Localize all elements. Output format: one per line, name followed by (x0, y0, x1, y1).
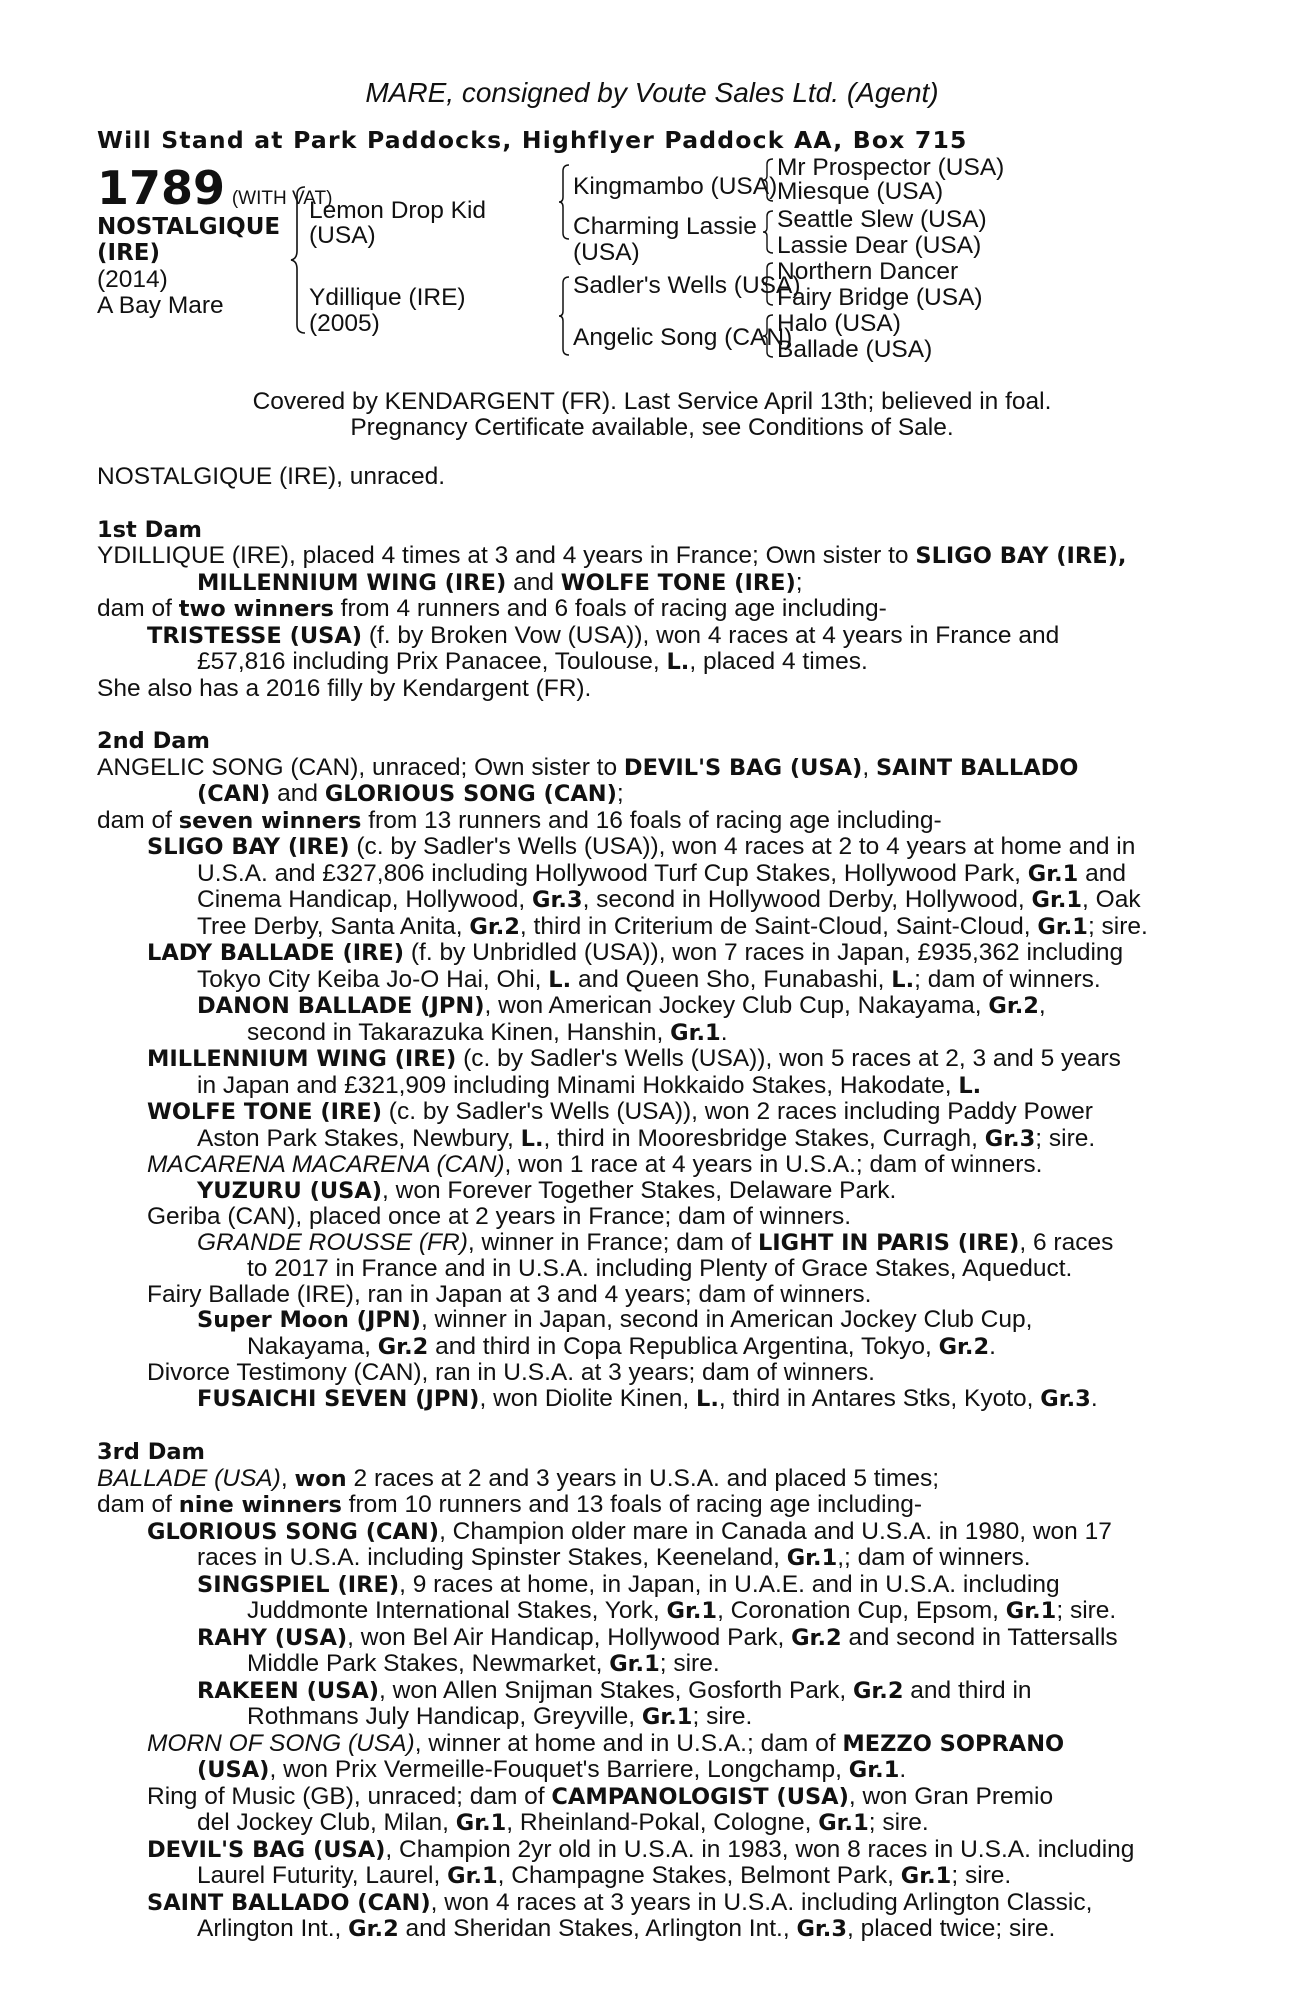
produce-saint-ballado: SAINT BALLADO (CAN), won 4 races at 3 years in U.S.A. including Arlington Classic, Arlington Int., Gr.2 and Sheridan Stakes, Arlington Int., Gr.3, placed twice; sire. (147, 1888, 1093, 1942)
racing-summary: NOSTALGIQUE (IRE), unraced. (97, 463, 446, 490)
lot-number: 1789 (97, 161, 226, 215)
pregnancy-line: Pregnancy Certificate available, see Conditions of Sale. (350, 413, 954, 441)
pedigree-table (97, 154, 1207, 387)
produce-danon-ballade: DANON BALLADE (JPN), won American Jockey Club Cup, Nakayama, Gr.2, second in Takarazuka Kinen, Hanshin, Gr.1. (197, 992, 1046, 1046)
brace-kingmambo (761, 157, 775, 203)
first-dam-also: She also has a 2016 filly by Kendargent (FR). (97, 674, 592, 702)
second-dam-paragraph: ANGELIC SONG (CAN), unraced; Own sister to DEVIL'S BAG (USA), SAINT BALLADO (CAN) and GLORIOUS SONG (CAN); (97, 753, 1079, 807)
covered-note (97, 389, 1207, 440)
produce-fusaichi-seven: FUSAICHI SEVEN (JPN), won Diolite Kinen, L., third in Antares Stks, Kyoto, Gr.3. (197, 1384, 1098, 1412)
covered-line: Covered by KENDARGENT (FR). Last Service April 13th; believed in foal. (252, 388, 1052, 415)
dsd: Fairy Bridge (USA) (777, 284, 983, 311)
produce-singspiel: SINGSPIEL (IRE), 9 races at home, in Japan, in U.A.E. and in U.S.A. including Juddmonte International Stakes, York, Gr.1, Coronation Cup, Epsom, Gr.1; sire. (197, 1570, 1117, 1624)
first-dam-paragraph: YDILLIQUE (IRE), placed 4 times at 3 and 4 years in France; Own sister to SLIGO BAY (IRE), MILLENNIUM WING (IRE) and WOLFE TONE (IRE); (97, 542, 1127, 596)
third-dam-title: 3rd Dam (97, 1439, 205, 1465)
brace-sire-parents (557, 163, 571, 241)
ssd: Miesque (USA) (777, 178, 944, 205)
produce-divorce-testimony: Divorce Testimony (CAN), ran in U.S.A. at 3 years; dam of winners. (147, 1359, 875, 1386)
produce-tristesse: TRISTESSE (USA) (f. by Broken Vow (USA)), won 4 races at 4 years in France and £57,816 including Prix Panacee, Toulouse, L., placed 4 times. (147, 621, 1060, 675)
produce-rakeen: RAKEEN (USA), won Allen Snijman Stakes, Gosforth Park, Gr.2 and third in Rothmans July Handicap, Greyville, Gr.1; sire. (197, 1676, 1032, 1730)
stand-location: Will Stand at Park Paddocks, Highflyer Paddock AA, Box 715 (97, 125, 968, 154)
produce-lady-ballade: LADY BALLADE (IRE) (f. by Unbridled (USA)), won 7 races in Japan, £935,362 including Tokyo City Keiba Jo-O Hai, Ohi, L. and Queen Sho, Funabashi, L.; dam of winners. (147, 939, 1124, 993)
dds: Halo (USA) (777, 310, 901, 337)
produce-macarena: MACARENA MACARENA (CAN), won 1 race at 4 years in U.S.A.; dam of winners. (147, 1151, 1043, 1178)
second-dam-produce-summary: dam of seven winners from 13 runners and 16 foals of racing age including- (97, 806, 942, 834)
catalogue-page (97, 77, 1207, 1943)
first-dam-produce-summary: dam of two winners from 4 runners and 6 foals of racing age including- (97, 595, 887, 622)
consignor-heading: MARE, consigned by Voute Sales Ltd. (Agent) (365, 77, 939, 108)
first-dam-title: 1st Dam (97, 516, 202, 543)
dam-sire: Sadler's Wells (USA) (573, 272, 801, 299)
sire-dam-country: (USA) (573, 239, 640, 266)
sire-dam-name: Charming Lassie (573, 213, 757, 240)
produce-yuzuru: YUZURU (USA), won Forever Together Stakes, Delaware Park. (197, 1176, 897, 1204)
produce-devils-bag: DEVIL'S BAG (USA), Champion 2yr old in U.S.A. in 1983, won 8 races in U.S.A. including Laurel Futurity, Laurel, Gr.1, Champagne Stakes, Belmont Park, Gr.1; sire. (147, 1835, 1135, 1889)
horse-year: (2014) (97, 266, 168, 293)
produce-sligo-bay: SLIGO BAY (IRE) (c. by Sadler's Wells (USA)), won 4 races at 2 to 4 years at home and in U.S.A. and £327,806 including Hollywood Turf Cup Stakes, Hollywood Park, Gr.1 and Cinema Handicap, Hollywood, Gr.3, second in Hollywood Derby, Hollywood, Gr.1, Oak Tree Derby, Santa Anita, Gr.2, third in Criterium de Saint-Cloud, Saint-Cloud, Gr.1; sire. (147, 833, 1148, 940)
brace-dam-parents (557, 275, 571, 357)
produce-geriba: Geriba (CAN), placed once at 2 years in France; dam of winners. (147, 1203, 852, 1230)
produce-ring-of-music: Ring of Music (GB), unraced; dam of CAMPANOLOGIST (USA), won Gran Premio del Jockey Club, Milan, Gr.1, Rheinland-Pokal, Cologne, Gr.1; sire. (147, 1782, 1054, 1836)
sss: Mr Prospector (USA) (777, 154, 1005, 181)
sire-sire: Kingmambo (USA) (573, 173, 778, 200)
produce-grande-rousse: GRANDE ROUSSE (FR), winner in France; dam of LIGHT IN PARIS (IRE), 6 races to 2017 in France and in U.S.A. including Plenty of Grace Stakes, Aqueduct. (197, 1228, 1114, 1282)
dam-name: Ydillique (IRE) (309, 284, 466, 311)
sire-name: Lemon Drop Kid (309, 197, 487, 224)
brace-angelic-song (761, 313, 775, 359)
brace-sadlers-wells (761, 261, 775, 307)
dam-year: (2005) (309, 310, 380, 337)
ddd: Ballade (USA) (777, 336, 933, 363)
second-dam-title: 2nd Dam (97, 728, 210, 754)
horse-name: NOSTALGIQUE (97, 214, 281, 240)
produce-wolfe-tone: WOLFE TONE (IRE) (c. by Sadler's Wells (USA)), won 2 races including Paddy Power Aston Park Stakes, Newbury, L., third in Mooresbridge Stakes, Curragh, Gr.3; sire. (147, 1098, 1096, 1152)
produce-super-moon: Super Moon (JPN), winner in Japan, second in American Jockey Club Cup, Nakayama, Gr.2 and third in Copa Republica Argentina, Tokyo, Gr.2. (197, 1306, 1033, 1360)
third-dam-produce-summary: dam of nine winners from 10 runners and 13 foals of racing age including- (97, 1491, 923, 1518)
lot-vat-note: (WITH VAT) (231, 188, 333, 209)
horse-country: (IRE) (97, 240, 161, 266)
produce-millennium-wing: MILLENNIUM WING (IRE) (c. by Sadler's Wells (USA)), won 5 races at 2, 3 and 5 years in Japan and £321,909 including Minami Hokkaido Stakes, Hakodate, L. (147, 1045, 1121, 1099)
horse-description: A Bay Mare (97, 292, 224, 319)
produce-rahy: RAHY (USA), won Bel Air Handicap, Hollywood Park, Gr.2 and second in Tattersalls Middle Park Stakes, Newmarket, Gr.1; sire. (197, 1623, 1118, 1677)
produce-fairy-ballade: Fairy Ballade (IRE), ran in Japan at 3 and 4 years; dam of winners. (147, 1280, 872, 1308)
third-dam-paragraph: BALLADE (USA), won 2 races at 2 and 3 years in U.S.A. and placed 5 times; (97, 1464, 940, 1492)
dam-dam: Angelic Song (CAN) (573, 324, 793, 351)
produce-glorious-song: GLORIOUS SONG (CAN), Champion older mare in Canada and U.S.A. in 1980, won 17 races in U.S.A. including Spinster Stakes, Keeneland, Gr.1,; dam of winners. (147, 1517, 1112, 1571)
sds: Seattle Slew (USA) (777, 206, 987, 233)
sire-country: (USA) (309, 222, 376, 249)
dss: Northern Dancer (777, 258, 959, 285)
brace-charming-lassie (761, 209, 775, 255)
sdd: Lassie Dear (USA) (777, 232, 982, 259)
produce-morn-of-song: MORN OF SONG (USA), winner at home and in U.S.A.; dam of MEZZO SOPRANO (USA), won Prix Vermeille-Fouquet's Barriere, Longchamp, Gr.1. (147, 1729, 1065, 1783)
brace-sire-dam (289, 185, 309, 335)
